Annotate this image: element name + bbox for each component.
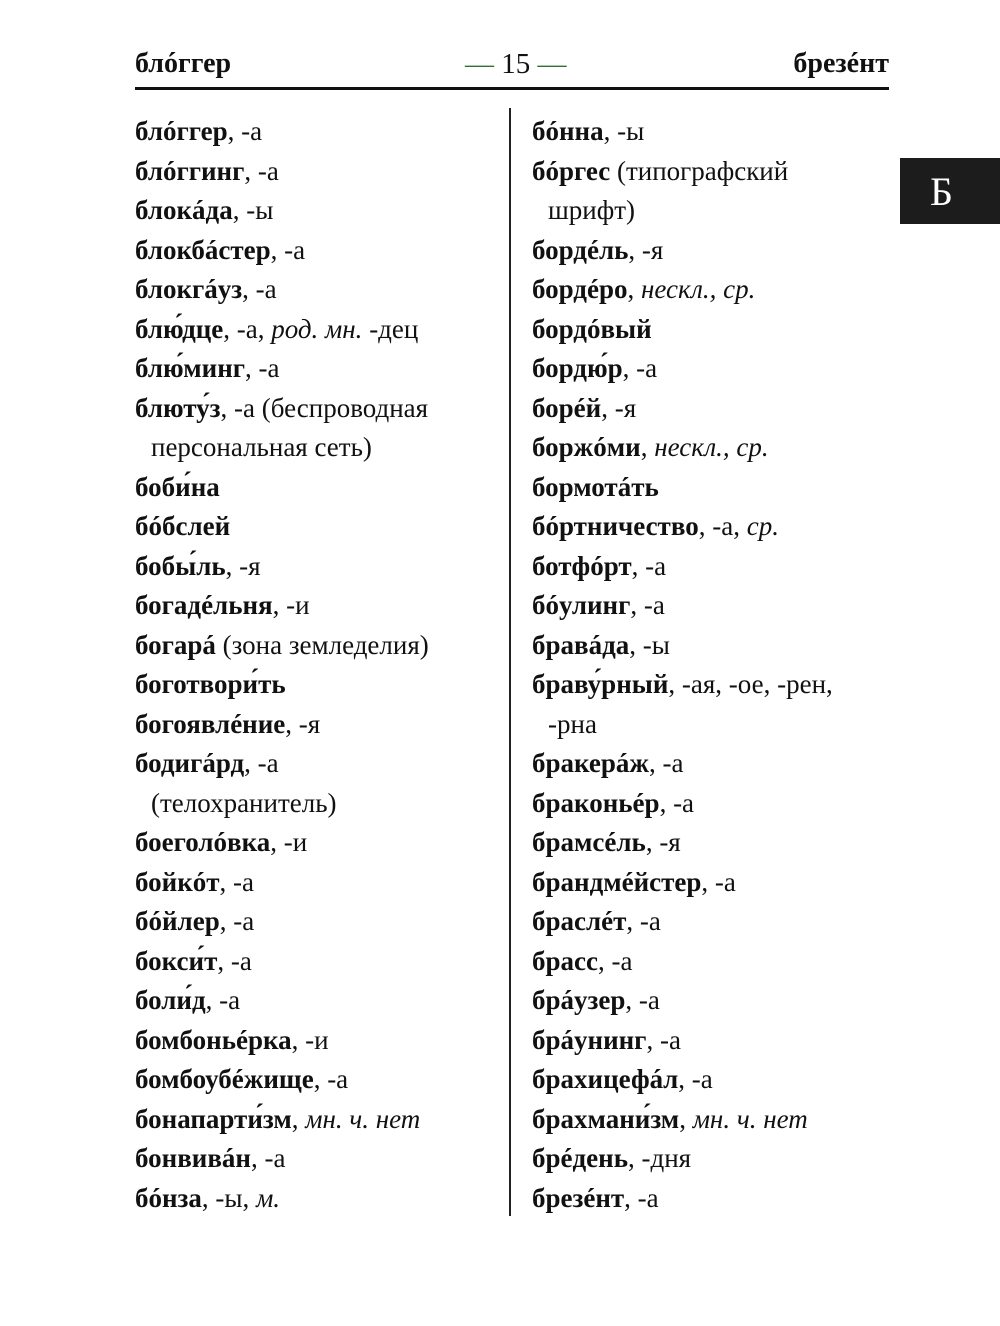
entry-grammar: , -ы [232,195,274,225]
header-right-word: брезéнт [793,48,889,79]
entry-grammar: , -а [630,590,665,620]
entry-grammar: , -а [625,985,660,1015]
dictionary-entry [532,1139,892,1179]
entry-label: нескл., ср. [640,274,756,304]
dictionary-entry [135,547,503,587]
dictionary-entry [532,231,892,271]
right-column [532,112,892,1218]
dictionary-entry [135,152,503,192]
entry-grammar: , -а [244,748,279,778]
dictionary-entry [532,626,892,666]
entry-grammar: , -а [242,274,277,304]
entry-headword: богарá [135,629,216,660]
dictionary-entry [135,626,503,666]
dictionary-entry [135,270,503,310]
entry-grammar: , -я [628,234,664,265]
entry-headword: бравáда [532,629,630,660]
dictionary-entry [135,902,503,942]
entry-label: мн. ч. нет [692,1103,808,1134]
dictionary-entry [532,468,892,508]
dictionary-entry [532,1060,892,1100]
dictionary-entry [532,507,892,547]
entry-headword: бóулинг [532,590,631,620]
left-column [135,112,503,1218]
entry-headword: блю́дце [135,313,224,344]
thumb-index-letter: Б [930,169,953,214]
entry-headword: боеголóвка [135,827,271,857]
entry-headword: брахмани́зм [532,1103,680,1134]
entry-headword: бомбоньéрка [135,1024,292,1055]
dictionary-entry [135,349,503,389]
dictionary-entry [135,231,503,271]
entry-headword: браву́рный [532,669,669,699]
entry-headword: боби́на [135,471,220,502]
entry-headword: боготвори́ть [135,669,286,699]
entry-continuation: (телохранитель) [151,787,337,818]
entry-grammar: , -а [646,1024,681,1055]
entry-grammar: , -а, [698,511,747,541]
entry-grammar: , -а [219,866,255,897]
entry-headword: брезéнт [532,1182,625,1213]
entry-label: м. [256,1182,281,1213]
entry-headword: брáузер [532,985,626,1015]
entry-headword: бойкóт [135,866,220,897]
dictionary-entry [135,1100,503,1140]
entry-headword: бомбоубéжище [135,1064,314,1094]
dictionary-entry [532,744,892,784]
dictionary-entry [135,1179,503,1219]
entry-grammar: , -а [205,985,241,1015]
entry-headword: брандмéйстер [532,866,702,897]
entry-grammar: (зона земледелия) [215,629,429,660]
entry-grammar: , -я [601,392,637,423]
column-divider [509,108,511,1216]
dictionary-entry [532,547,892,587]
entry-label: нескл., ср. [654,432,769,462]
dictionary-entry [135,705,503,745]
entry-continuation: -рна [548,708,597,739]
entry-grammar: , -дня [627,1143,692,1173]
dictionary-entry [532,981,892,1021]
dictionary-entry [532,902,892,942]
entry-grammar: , -а, [223,313,272,344]
page-number-value: 15 [501,48,531,80]
entry-grammar: , -а [597,945,633,976]
dictionary-entry [135,112,503,152]
entry-grammar: , -а [250,1143,286,1173]
entry-headword: брéдень [532,1143,628,1173]
entry-headword: бордю́р [532,353,623,383]
entry-grammar: , -и [270,827,308,857]
dictionary-entry [532,784,892,824]
entry-headword: блю́минг [135,353,246,383]
entry-grammar: , -а (беспроводная [220,392,429,423]
entry-grammar: , -а [626,906,661,936]
entry-grammar: , -ы [603,116,645,146]
dictionary-entry [532,428,892,468]
entry-headword: бордéль [532,234,629,265]
dictionary-entry [135,823,503,863]
entry-headword: блокгáуз [135,274,243,304]
entry-grammar: , -а [622,353,658,383]
entry-grammar: , -ы [629,629,670,660]
dictionary-entry [532,349,892,389]
entry-headword: бóйлер [135,906,220,936]
dictionary-entry [135,389,503,468]
entry-headword: бóнна [532,116,604,146]
dictionary-entry [532,270,892,310]
entry-headword: брамсéль [532,827,646,857]
dictionary-entry [532,1100,892,1140]
dictionary-entry [532,389,892,429]
entry-grammar: , [640,432,655,462]
entry-headword: блокбáстер [135,234,271,265]
entry-headword: браконьéр [532,787,660,818]
page-number: — 15 — [465,48,567,80]
entry-headword: борéй [532,392,602,423]
entry-grammar: , -а [227,116,263,146]
entry-headword: брасс [532,945,598,976]
entry-label: род. мн. [271,313,363,344]
entry-grammar: , -а [678,1064,713,1094]
entry-headword: брахицефáл [532,1064,679,1094]
entry-headword: ботфóрт [532,550,632,581]
entry-headword: бормотáть [532,471,659,502]
dictionary-entry [135,1021,503,1061]
entry-headword: богадéльня [135,590,273,620]
header-rule [135,87,889,90]
entry-grammar: , -я [645,827,681,857]
entry-grammar: , -а [245,353,280,383]
dictionary-entry [532,1179,892,1219]
entry-headword: блокáда [135,195,233,225]
entry-headword: бодигáрд [135,748,245,778]
entry-headword: бóбслей [135,511,231,541]
entry-grammar: , -а [648,748,684,778]
running-header [135,46,889,90]
entry-headword: бóнза [135,1182,202,1213]
thumb-index-tab [900,158,1000,224]
dictionary-entry [135,744,503,823]
entry-headword: бобы́ль [135,550,226,581]
entry-headword: блóггер [135,116,228,146]
entry-grammar: , -я [225,550,261,581]
dictionary-entry [135,507,503,547]
entry-grammar: , -и [291,1024,329,1055]
entry-label: ср. [746,511,779,541]
entry-label: мн. ч. нет [305,1103,421,1134]
dictionary-entry [135,1060,503,1100]
entry-grammar: , -а [313,1064,349,1094]
entry-grammar: , -а [217,945,252,976]
entry-grammar: , [679,1103,693,1134]
dictionary-entry [135,665,503,705]
entry-headword: бордóвый [532,313,652,344]
entry-grammar: , [291,1103,306,1134]
entry-headword: бордéро [532,274,628,304]
dictionary-entry [532,112,892,152]
entry-grammar: , -я [285,708,321,739]
dictionary-entry [135,191,503,231]
dictionary-entry [135,942,503,982]
entry-headword: бонапарти́зм [135,1103,292,1134]
header-left-word: блóггер [135,48,232,79]
entry-headword: бракерáж [532,748,649,778]
entry-grammar: , -а [270,234,306,265]
entry-grammar: , -а [631,550,667,581]
dictionary-entry [135,1139,503,1179]
entry-continuation: персональная сеть) [151,432,372,462]
dictionary-entry [135,586,503,626]
entry-grammar: , -ы, [201,1182,257,1213]
entry-grammar: , -а [219,906,255,936]
entry-grammar-tail: -дец [362,313,419,344]
entry-headword: боли́д [135,985,206,1015]
entry-grammar: , -и [272,590,310,620]
entry-headword: бóртничество [532,511,699,541]
entry-headword: брáунинг [532,1024,647,1055]
dictionary-entry [532,586,892,626]
dictionary-entry [532,1021,892,1061]
entry-headword: бокси́т [135,945,218,976]
dictionary-entry [135,863,503,903]
dictionary-entry [532,152,892,231]
entry-headword: блюту́з [135,392,221,423]
entry-headword: браслéт [532,906,627,936]
entry-grammar: , -а [624,1182,659,1213]
entry-grammar: , -ая, -ое, -рен, [668,669,833,699]
entry-grammar: (типографский [610,155,789,186]
entry-headword: бонвивáн [135,1143,251,1173]
dictionary-entry [532,863,892,903]
entry-headword: бóргес [532,155,611,186]
entry-grammar: , [627,274,641,304]
dictionary-entry [135,310,503,350]
entry-grammar: , -а [701,866,736,897]
dictionary-entry [532,942,892,982]
dictionary-entry [532,823,892,863]
dictionary-entry [532,665,892,744]
dictionary-entry [532,310,892,350]
dictionary-entry [135,981,503,1021]
dictionary-entry [135,468,503,508]
entry-grammar: , -а [244,155,279,186]
entry-continuation: шрифт) [548,195,636,225]
entry-grammar: , -а [659,787,695,818]
entry-headword: боржóми [532,432,641,462]
entry-headword: богоявлéние [135,708,286,739]
entry-headword: блóггинг [135,155,245,186]
